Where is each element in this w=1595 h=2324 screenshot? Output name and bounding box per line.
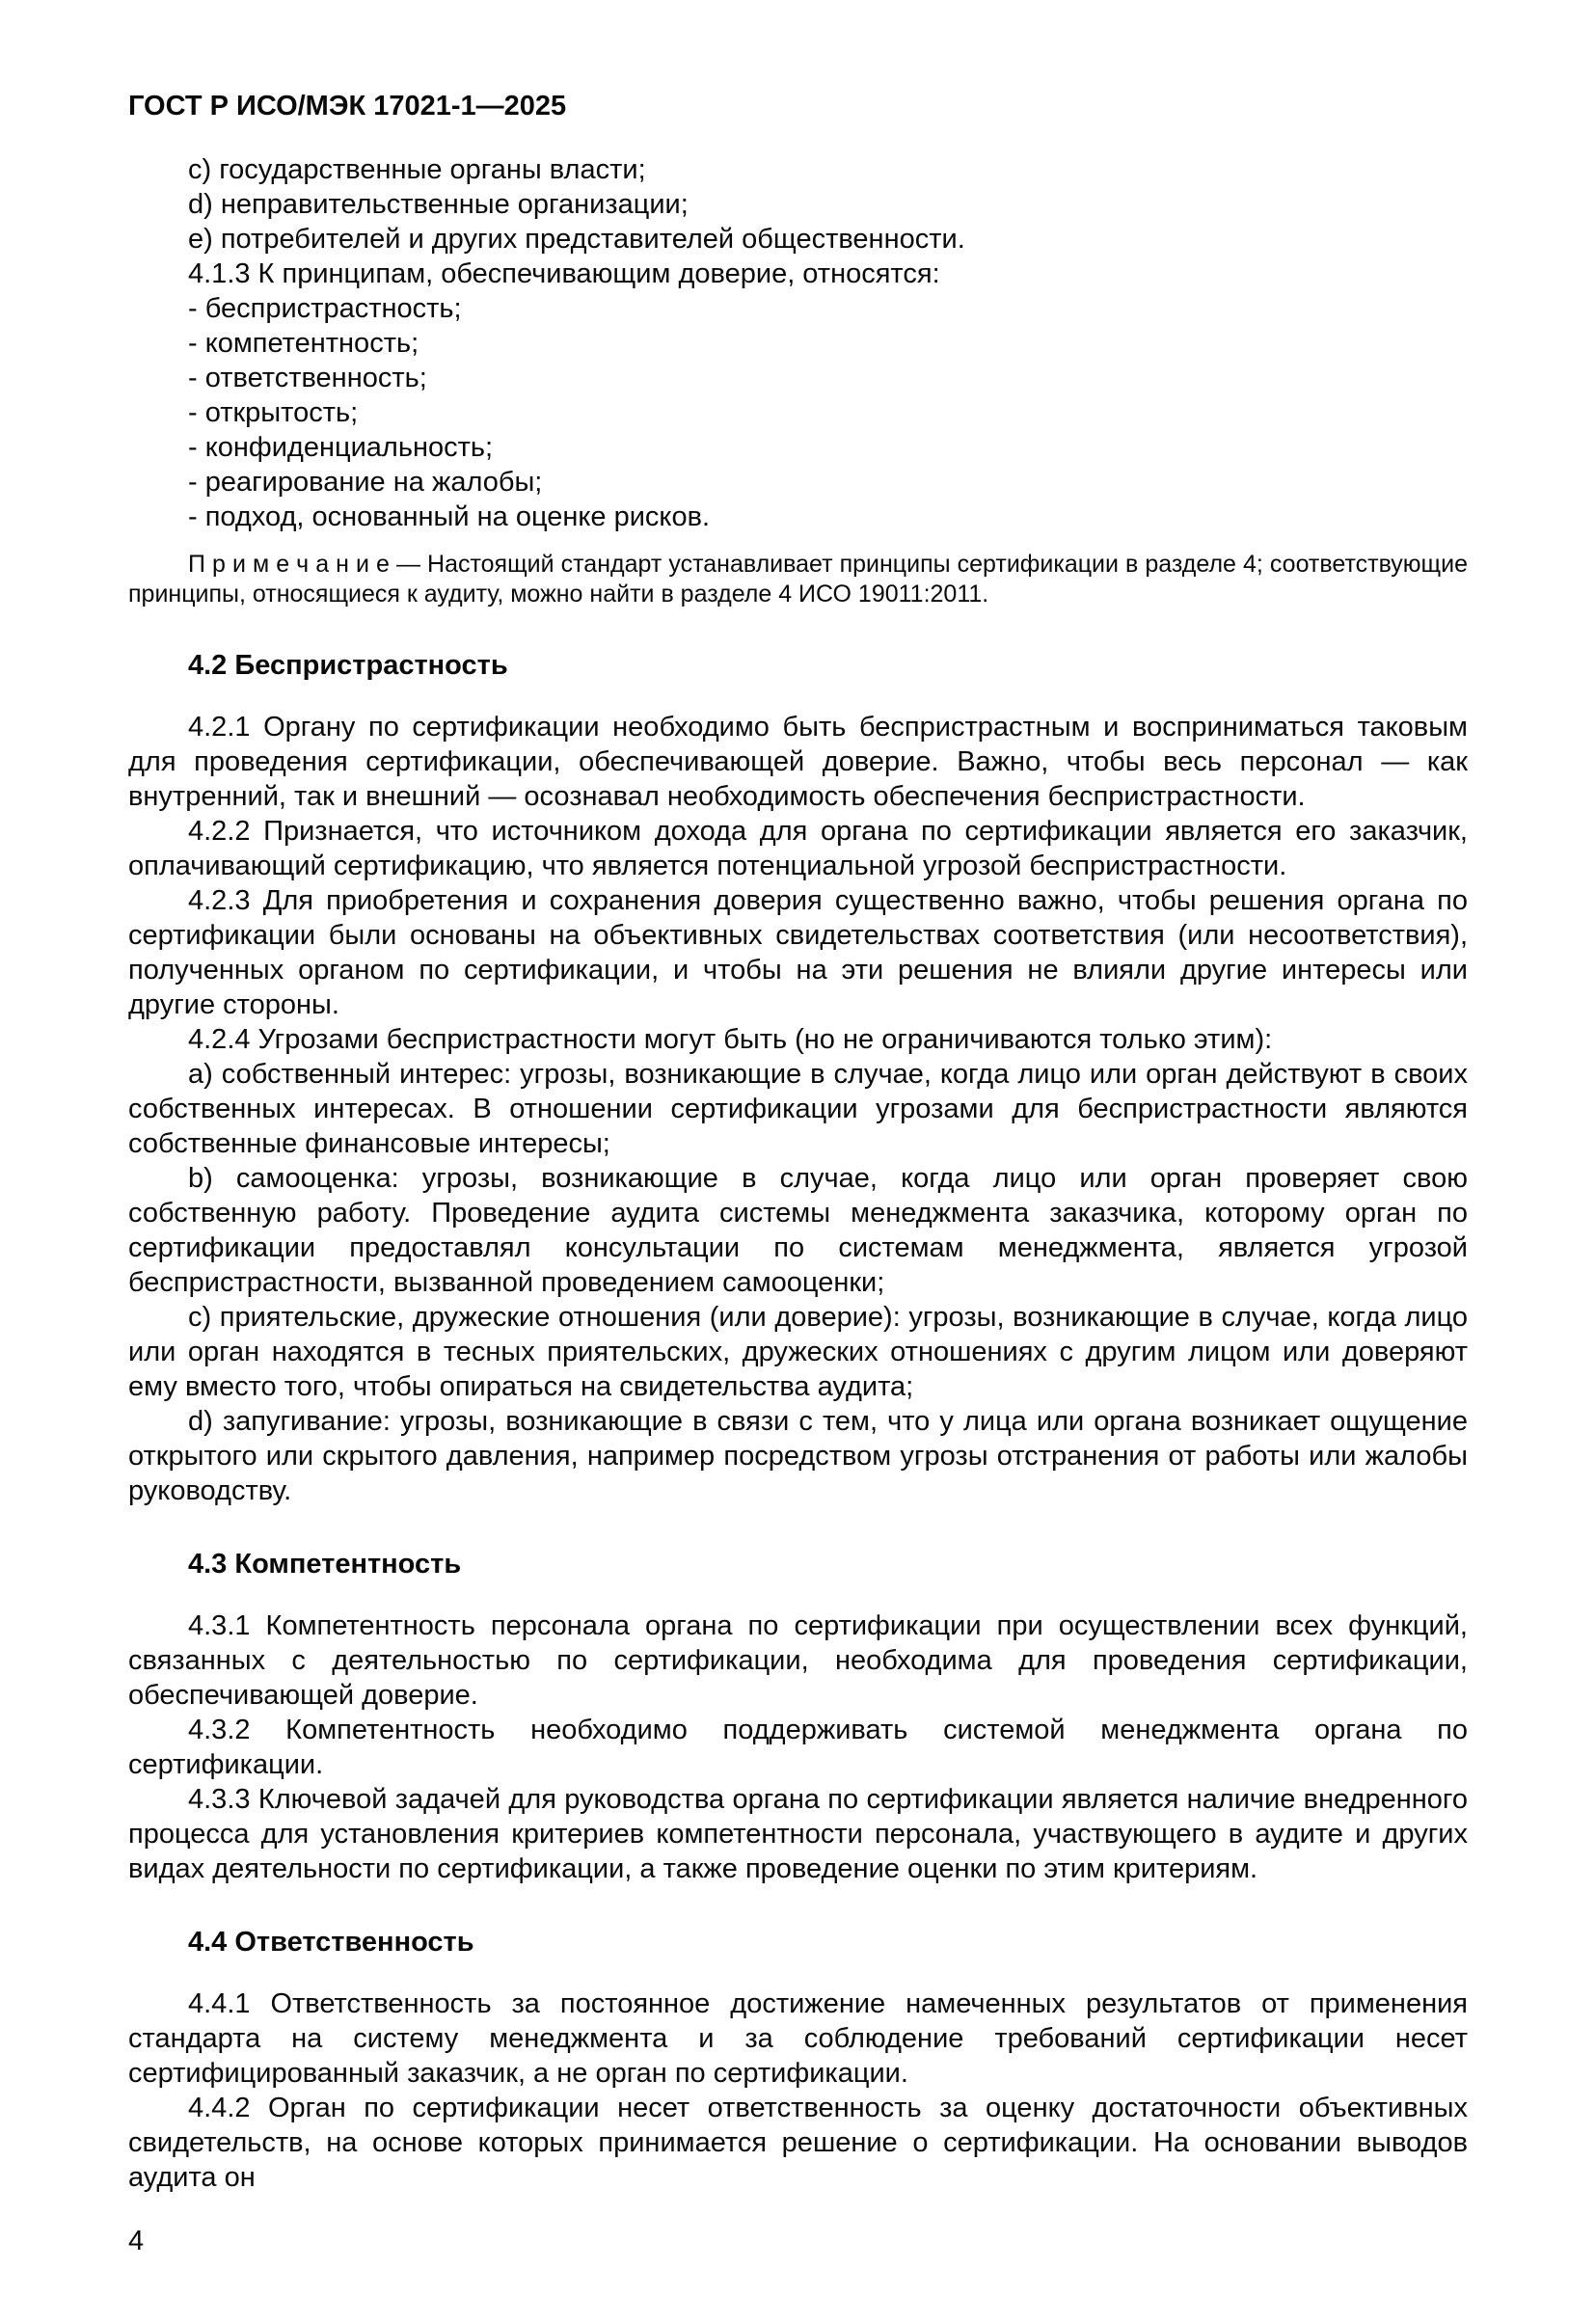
principle-item: - беспристрастность;	[188, 293, 462, 324]
threat-item-b: b) самооценка: угрозы, возникающие в случае, когда лицо или орган проверяет свою собственную работу. Проведение аудита системы менеджмента заказчика, которому орган по сертификации предоставлял консультации по системам менеджмента, является угрозой беспристрастности, вызванной проведением самооценки;	[128, 1163, 1468, 1298]
paragraph-4-2-2: 4.2.2 Признается, что источником дохода для органа по сертификации является его заказчик, оплачивающий сертификацию, что является потенциальной угрозой беспристрастности.	[128, 816, 1468, 881]
principle-item: - ответственность;	[188, 363, 427, 393]
paragraph-4-4-2: 4.4.2 Орган по сертификации несет ответственность за оценку достаточности объективных свидетельств, на основе которых принимается решение о сертификации. На основании выводов аудита он	[128, 2093, 1468, 2193]
document-body	[128, 152, 1468, 2195]
section-heading-4-2: 4.2 Беспристрастность	[188, 650, 508, 681]
paragraph-4-4-1: 4.4.1 Ответственность за постоянное достижение намеченных результатов от применения стандарта на систему менеджмента и за соблюдение требований сертификации несет сертифицированный заказчик, а не орган по сертификации.	[128, 1988, 1468, 2089]
threat-item-c: c) приятельские, дружеские отношения (или доверие): угрозы, возникающие в случае, когда лицо или орган находятся в тесных приятельских, дружеских отношениях с другим лицом или доверяют ему вместо того, чтобы опираться на свидетельства аудита;	[128, 1302, 1468, 1402]
paragraph-4-2-3: 4.2.3 Для приобретения и сохранения доверия существенно важно, чтобы решения органа по сертификации были основаны на объективных свидетельствах соответствия (или несоответствия), полученных органом по сертификации, и чтобы на эти решения не влияли другие интересы или другие стороны.	[128, 885, 1468, 1020]
note-block: П р и м е ч а н и е — Настоящий стандарт устанавливает принципы сертификации в разделе 4; соответствующие принципы, относящиеся к аудиту, можно найти в разделе 4 ИСО 19011:2011.	[128, 551, 1468, 608]
principle-item: - подход, основанный на оценке рисков.	[188, 501, 711, 532]
section-heading-4-4: 4.4 Ответственность	[188, 1927, 474, 1958]
principle-item: - конфиденциальность;	[188, 432, 494, 463]
list-item-e: e) потребителей и других представителей общественности.	[188, 224, 965, 255]
paragraph-4-2-4: 4.2.4 Угрозами беспристрастности могут быть (но не ограничиваются только этим):	[188, 1024, 1273, 1055]
list-item-d: d) неправительственные организации;	[188, 189, 689, 220]
threat-item-d: d) запугивание: угрозы, возникающие в связи с тем, что у лица или органа возникает ощущение открытого или скрытого давления, например посредством угрозы отстранения от работы или жалобы руководству.	[128, 1406, 1468, 1506]
principle-item: - реагирование на жалобы;	[188, 467, 543, 498]
paragraph-4-1-3: 4.1.3 К принципам, обеспечивающим доверие, относятся:	[188, 258, 940, 289]
principle-item: - открытость;	[188, 397, 359, 428]
principle-item: - компетентность;	[188, 328, 419, 359]
paragraph-4-3-2: 4.3.2 Компетентность необходимо поддерживать системой менеджмента органа по сертификации.	[128, 1715, 1468, 1780]
paragraph-4-3-1: 4.3.1 Компетентность персонала органа по сертификации при осуществлении всех функций, связанных с деятельностью по сертификации, необходима для проведения сертификации, обеспечивающей доверие.	[128, 1610, 1468, 1711]
document-code-header: ГОСТ Р ИСО/МЭК 17021-1—2025	[128, 91, 567, 122]
list-item-c: c) государственные органы власти;	[188, 154, 646, 185]
page-number: 4	[128, 2226, 145, 2256]
section-heading-4-3: 4.3 Компетентность	[188, 1549, 462, 1580]
threat-item-a: a) собственный интерес: угрозы, возникающие в случае, когда лицо или орган действуют в своих собственных интересах. В отношении сертификации угрозами для беспристрастности являются собственные финансовые интересы;	[128, 1059, 1468, 1159]
paragraph-4-3-3: 4.3.3 Ключевой задачей для руководства органа по сертификации является наличие внедренного процесса для установления критериев компетентности персонала, участвующего в аудите и других видах деятельности по сертификации, а также проведение оценки по этим критериям.	[128, 1784, 1468, 1884]
paragraph-4-2-1: 4.2.1 Органу по сертификации необходимо быть беспристрастным и восприниматься таковым для проведения сертификации, обеспечивающей доверие. Важно, чтобы весь персонал — как внутренний, так и внешний — осознавал необходимость обеспечения беспристрастности.	[128, 712, 1468, 812]
